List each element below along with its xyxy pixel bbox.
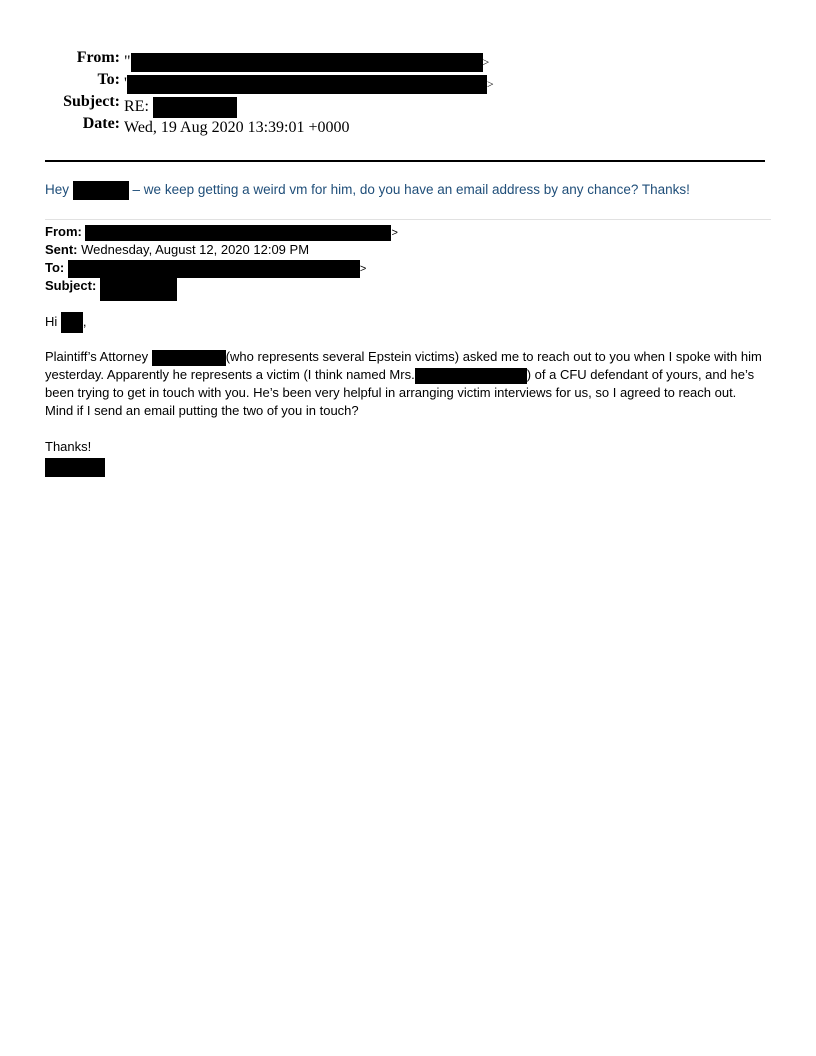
header-date-row xyxy=(0,115,120,137)
header-to-label: To: xyxy=(97,71,120,88)
redaction-greeting-name xyxy=(61,312,83,333)
redaction-orig-to xyxy=(68,260,360,278)
body-paragraph xyxy=(45,348,765,420)
header-from-row xyxy=(0,49,120,71)
para-part-3: ) of a CFU defendant of yours, and he’s been trying to get in touch with you. He’s been very helpful in arranging victim interviews for us, so I agreed to reach out. Mind if I send an email putting the two of you in touch? xyxy=(45,367,755,418)
reply-text: – we keep getting a weird vm for him, do you have an email address by any chance? Thanks! xyxy=(132,182,690,198)
header-date-label: Date: xyxy=(82,115,120,132)
redaction-victim-name xyxy=(415,368,527,384)
reply-greeting: Hey xyxy=(45,182,70,198)
orig-to-label: To: xyxy=(45,260,65,275)
redaction-from xyxy=(131,53,483,72)
header-to-row xyxy=(0,71,120,93)
orig-from-row xyxy=(45,223,398,241)
orig-subject-row xyxy=(45,277,398,295)
reply-line xyxy=(45,181,690,200)
redaction-orig-subject xyxy=(100,277,177,301)
orig-to-bracket: > xyxy=(359,263,367,275)
subject-prefix: RE: xyxy=(124,98,149,116)
body-greeting xyxy=(45,312,765,333)
original-header xyxy=(45,223,398,295)
orig-from-label: From: xyxy=(45,224,82,239)
redaction-signature xyxy=(45,458,105,477)
header-subject-value xyxy=(124,97,237,118)
header-to-value xyxy=(124,75,494,94)
header-from-label: From: xyxy=(76,49,120,66)
to-quote: ' xyxy=(124,75,127,93)
quote-divider xyxy=(45,219,771,220)
from-quote: " xyxy=(124,53,131,71)
redaction-subject xyxy=(153,97,237,118)
to-bracket: > xyxy=(486,77,494,92)
orig-sent-label: Sent: xyxy=(45,242,78,257)
orig-to-row xyxy=(45,259,398,277)
header-divider xyxy=(45,160,765,162)
header-subject-label: Subject: xyxy=(63,93,120,110)
header-subject-row xyxy=(0,93,120,115)
from-bracket: > xyxy=(482,55,490,70)
header-from-value xyxy=(124,53,489,72)
greeting-comma: , xyxy=(82,313,87,329)
orig-sent-row xyxy=(45,241,398,259)
redaction-attorney-name xyxy=(152,350,226,366)
greeting-text: Hi xyxy=(45,313,58,329)
redaction-to xyxy=(127,75,487,94)
email-header xyxy=(0,49,120,137)
para-part-2: (who represents several Epstein victims) asked me to reach out to you when I spoke with him yesterday. Apparently he represents a victim (I think named Mrs. xyxy=(45,349,762,382)
para-part-1: Plaintiff’s Attorney xyxy=(45,349,149,364)
orig-sent-value: Wednesday, August 12, 2020 12:09 PM xyxy=(81,242,310,257)
header-date-value: Wed, 19 Aug 2020 13:39:01 +0000 xyxy=(124,119,350,136)
orig-subject-label: Subject: xyxy=(45,278,97,293)
redaction-orig-from xyxy=(85,225,391,241)
closing-line: Thanks! xyxy=(45,439,92,454)
redaction-reply-name xyxy=(73,181,129,200)
orig-from-bracket: > xyxy=(391,227,398,239)
